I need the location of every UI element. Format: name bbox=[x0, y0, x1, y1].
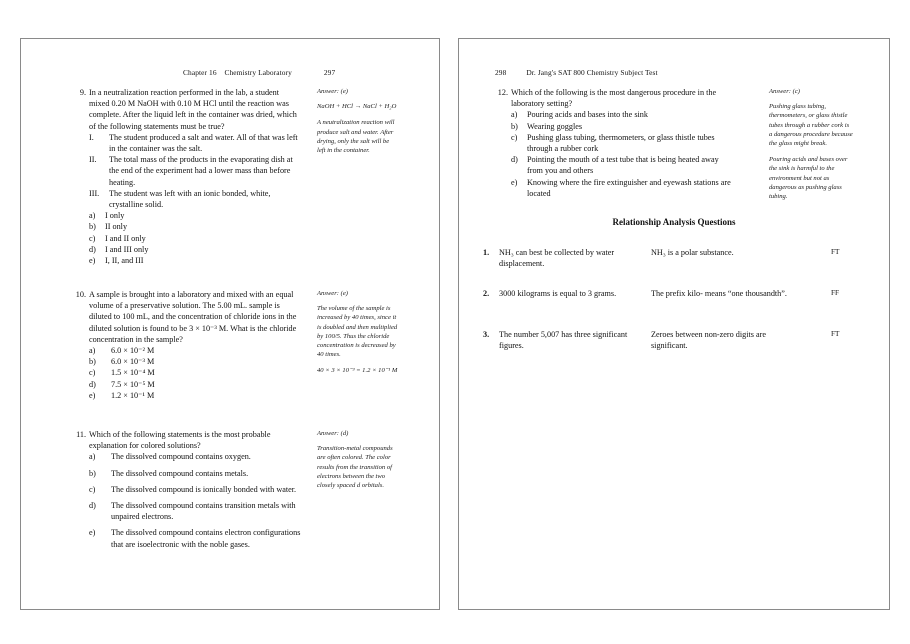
list-item bbox=[511, 132, 735, 154]
row-number: 1. bbox=[483, 248, 490, 257]
choice-text: Wearing goggles bbox=[527, 121, 583, 131]
answer-equation: 40 × 3 × 10⁻³ = 1.2 × 10⁻¹ M bbox=[317, 367, 398, 375]
answer-code: FT bbox=[831, 330, 840, 338]
question-10-stem: A sample is brought into a laboratory and mixed with an equal volume of a preservative solution. The 5.00 mL. sample is diluted to 100 mL, and the concentration of chloride ions in the diluted solution is found to be 3 × 10⁻³ M. What is the chloride concentration in the sample? bbox=[89, 290, 297, 344]
choice-label: a) bbox=[89, 452, 96, 462]
choice-label: d) bbox=[89, 379, 96, 389]
choice-text: I and III only bbox=[105, 244, 149, 254]
choice-label: e) bbox=[89, 528, 96, 538]
choice-text: The dissolved compound contains transition metals with unpaired electrons. bbox=[111, 501, 296, 522]
table-row bbox=[483, 329, 871, 353]
question-10-number: 10. bbox=[75, 290, 86, 299]
question-9 bbox=[73, 87, 298, 266]
page-right bbox=[458, 38, 890, 610]
question-11-answer-note bbox=[317, 429, 401, 497]
choice-text: The dissolved compound contains metals. bbox=[111, 468, 249, 478]
choice-text: Knowing where the fire extinguisher and eyewash stations are located bbox=[527, 177, 731, 198]
list-item bbox=[89, 345, 298, 356]
question-10-choices bbox=[89, 345, 298, 401]
question-10-answer-note bbox=[317, 289, 399, 383]
list-item bbox=[89, 210, 298, 221]
statement-1: The number 5,007 has three significant figures. bbox=[499, 330, 628, 351]
question-12-stem: Which of the following is the most dangerous procedure in the laboratory setting? bbox=[511, 88, 717, 109]
question-11-number: 11. bbox=[76, 430, 86, 439]
list-item bbox=[89, 233, 298, 244]
question-9-number: 9. bbox=[79, 88, 86, 97]
answer-label: Answer: (e) bbox=[317, 88, 348, 95]
list-item bbox=[89, 468, 305, 479]
list-item bbox=[89, 367, 298, 378]
question-9-stem: In a neutralization reaction performed in the lab, a student mixed 0.20 M NaOH with 0.10 M HCl until the reaction was complete. After the liquid left in the container was dried, which of the following statements must be true? bbox=[89, 88, 297, 131]
choice-label: c) bbox=[89, 484, 96, 494]
choice-text: I only bbox=[105, 211, 125, 221]
statement-2: Zeroes between non-zero digits are significant. bbox=[651, 330, 767, 351]
choice-label: b) bbox=[89, 222, 96, 232]
choice-label: a) bbox=[89, 211, 96, 221]
answer-explanation-1: Pushing glass tubing, thermometers, or glass thistle tubes through a rubber cork is a dangerous procedure because the glass might break. bbox=[769, 103, 853, 148]
list-item bbox=[89, 244, 298, 255]
choice-text: 1.5 × 10⁻⁴ M bbox=[111, 368, 155, 378]
answer-label: Answer: (c) bbox=[769, 88, 800, 95]
answer-equation: NaOH + HCl → NaCl + H₂O bbox=[317, 103, 397, 111]
answer-code: FT bbox=[831, 248, 840, 256]
question-12-number: 12. bbox=[497, 88, 508, 97]
roman-label: II. bbox=[89, 155, 97, 165]
running-head-chapter: Chapter 16 bbox=[183, 68, 217, 77]
question-9-choices bbox=[89, 210, 298, 266]
question-12-block bbox=[495, 87, 735, 199]
statement-2: The prefix kilo- means “one thousandth”. bbox=[651, 289, 787, 298]
table-row bbox=[483, 288, 871, 312]
list-item bbox=[89, 221, 298, 232]
choice-label: e) bbox=[89, 390, 96, 400]
question-9-answer-note bbox=[317, 87, 399, 162]
list-item bbox=[89, 451, 305, 462]
list-item bbox=[511, 177, 735, 199]
answer-explanation: A neutralization reaction will produce salt and water. After drying, only the salt will be left in the container. bbox=[317, 119, 395, 155]
choice-text: The dissolved compound contains oxygen. bbox=[111, 452, 251, 462]
running-head-left bbox=[183, 68, 335, 77]
list-item bbox=[89, 356, 298, 367]
question-9-roman-list bbox=[89, 132, 298, 210]
running-head-title: Chemistry Laboratory bbox=[224, 68, 292, 77]
list-item bbox=[89, 255, 298, 266]
answer-label: Answer: (e) bbox=[317, 290, 348, 297]
answer-label: Answer: (d) bbox=[317, 430, 349, 437]
choice-label: d) bbox=[511, 155, 518, 165]
choice-text: I, II, and III bbox=[105, 256, 144, 266]
roman-label: III. bbox=[89, 188, 100, 198]
choice-text: The dissolved compound is ionically bonded with water. bbox=[111, 484, 297, 494]
choice-label: b) bbox=[89, 468, 96, 478]
statement-1: 3000 kilograms is equal to 3 grams. bbox=[499, 289, 617, 298]
choice-label: c) bbox=[511, 132, 518, 142]
running-head-title: Dr. Jang's SAT 800 Chemistry Subject Test bbox=[526, 68, 658, 77]
question-9-block bbox=[73, 87, 298, 266]
choice-label: d) bbox=[89, 501, 96, 511]
row-number: 2. bbox=[483, 289, 490, 298]
question-12-choices bbox=[511, 109, 735, 199]
choice-text: 7.5 × 10⁻⁵ M bbox=[111, 379, 155, 389]
question-11-choices bbox=[89, 451, 305, 549]
statement-1: NH₃ can best be collected by water displacement. bbox=[499, 248, 615, 269]
question-12-answer-note bbox=[769, 87, 853, 208]
choice-text: I and II only bbox=[105, 233, 146, 243]
row-number: 3. bbox=[483, 330, 490, 339]
choice-label: c) bbox=[89, 368, 96, 378]
choice-label: b) bbox=[89, 357, 96, 367]
section-title: Relationship Analysis Questions bbox=[612, 217, 736, 227]
list-item bbox=[89, 390, 298, 401]
answer-explanation-2: Pouring acids and bases over the sink is harmful to the environment but not as dangerous as pushing glass tubing. bbox=[769, 156, 848, 201]
roman-text: The student produced a salt and water. All of that was left in the container was the salt. bbox=[109, 132, 298, 154]
choice-text: II only bbox=[105, 222, 128, 232]
answer-explanation: Transition-metal compounds are often colored. The color results from the transition of electrons between the two closely spaced d orbitals. bbox=[317, 445, 393, 490]
page-left bbox=[20, 38, 440, 610]
choice-label: e) bbox=[89, 256, 96, 266]
choice-label: d) bbox=[89, 244, 96, 254]
answer-code: FF bbox=[831, 289, 839, 297]
choice-text: Pushing glass tubing, thermometers, or glass thistle tubes through a rubber cork bbox=[527, 132, 715, 154]
choice-text: 6.0 × 10⁻³ M bbox=[111, 357, 155, 367]
choice-label: c) bbox=[89, 233, 96, 243]
list-item bbox=[89, 379, 298, 390]
choice-label: e) bbox=[511, 177, 518, 187]
choice-label: a) bbox=[89, 346, 96, 356]
running-head-right bbox=[495, 68, 658, 77]
list-item bbox=[511, 154, 735, 176]
roman-text: The student was left with an ionic bonded, white, crystalline solid. bbox=[109, 188, 271, 210]
choice-text: Pouring acids and bases into the sink bbox=[527, 110, 648, 120]
roman-text: The total mass of the products in the evaporating dish at the end of the experiment had a lower mass than before heating. bbox=[109, 155, 293, 187]
list-item bbox=[89, 500, 305, 522]
choice-text: The dissolved compound contains electron configurations that are isoelectronic with the noble gases. bbox=[111, 528, 301, 549]
relationship-analysis-table bbox=[483, 247, 871, 370]
list-item bbox=[511, 121, 735, 132]
list-item bbox=[89, 484, 305, 495]
roman-label: I. bbox=[89, 132, 94, 142]
choice-label: b) bbox=[511, 121, 518, 131]
question-12 bbox=[495, 87, 735, 199]
choice-text: 6.0 × 10⁻² M bbox=[111, 346, 155, 356]
folio-right: 298 bbox=[495, 68, 507, 77]
question-11-block bbox=[73, 429, 305, 555]
table-row bbox=[483, 247, 871, 271]
question-10-block bbox=[73, 289, 298, 401]
list-item bbox=[89, 132, 298, 154]
list-item bbox=[89, 188, 298, 210]
choice-label: a) bbox=[511, 110, 518, 120]
list-item bbox=[89, 527, 305, 549]
folio-left: 297 bbox=[323, 68, 336, 77]
choice-text: 1.2 × 10⁻¹ M bbox=[111, 390, 155, 400]
question-10 bbox=[73, 289, 298, 401]
statement-2: NH₃ is a polar substance. bbox=[651, 248, 734, 257]
list-item bbox=[89, 154, 298, 188]
question-11 bbox=[73, 429, 305, 550]
list-item bbox=[511, 109, 735, 120]
choice-text: Pointing the mouth of a test tube that is being heated away from you and others bbox=[527, 155, 719, 176]
question-11-stem: Which of the following statements is the most probable explanation for colored solutions? bbox=[89, 430, 271, 451]
answer-explanation: The volume of the sample is increased by 40 times, since it is doubled and then multiplied by 100/5. Thus the chloride concentration is decreased by 40 times. bbox=[317, 305, 398, 359]
